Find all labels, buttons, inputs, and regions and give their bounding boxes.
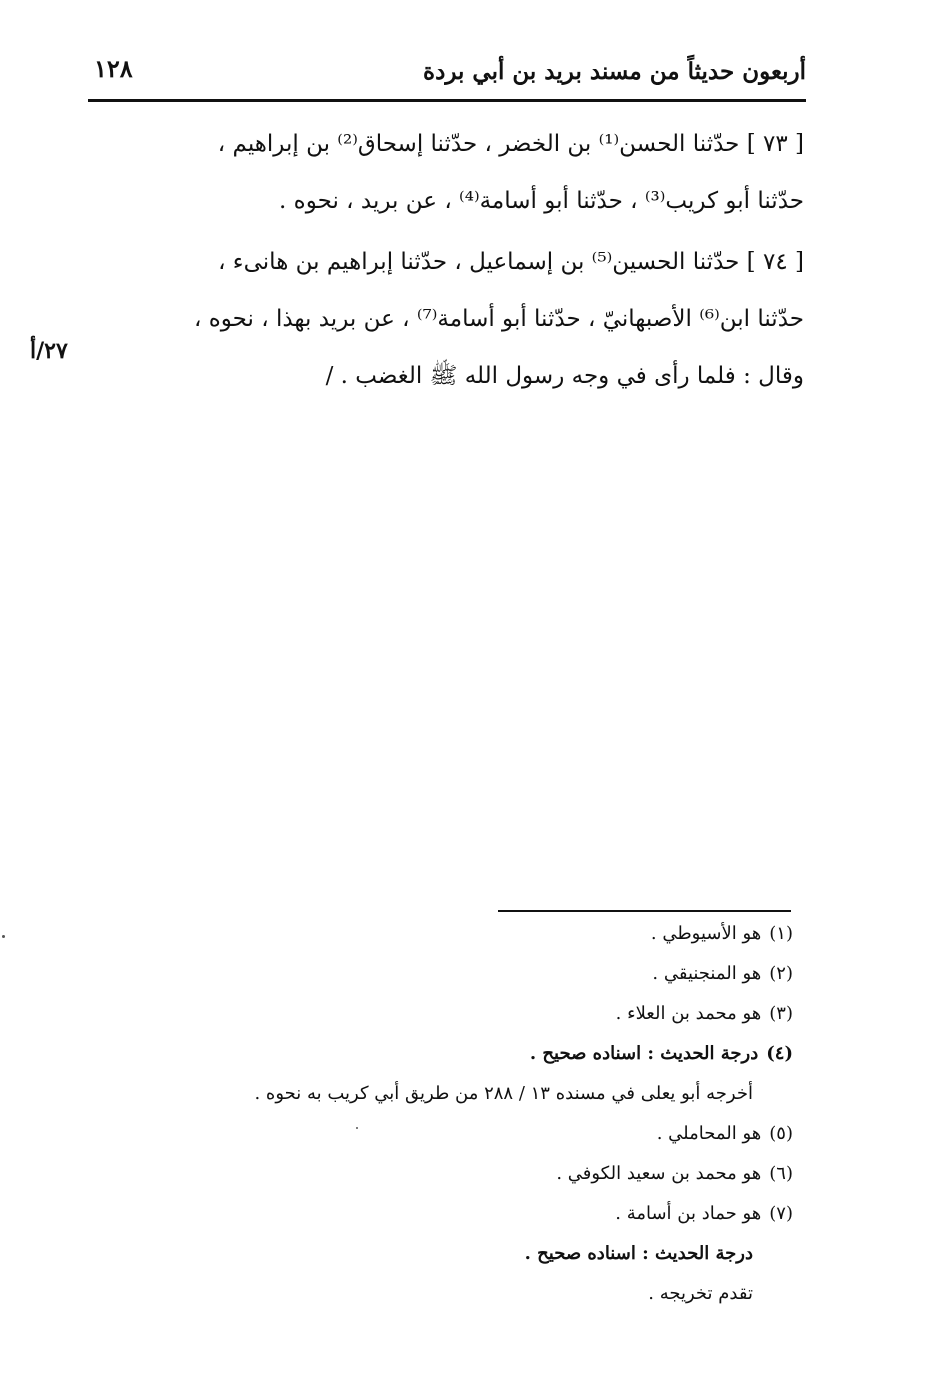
footnote-5 <box>153 1114 793 1154</box>
footnote-separator <box>498 910 791 912</box>
footnote-6 <box>153 1154 793 1194</box>
footnote-text: هو الأسيوطي . <box>650 923 762 944</box>
footnote-text: درجة الحديث : اسناده صحيح . <box>524 1243 753 1264</box>
footnote-text: هو حماد بن أسامة . <box>615 1203 762 1224</box>
footnote-4 <box>153 1034 793 1074</box>
text-line: وقال : فلما رأى في وجه رسول الله ﷺ الغضب . / <box>325 363 804 389</box>
footnote-number: (٤) <box>766 1043 793 1064</box>
text-line: [ ٧٤ ] حدّثنا الحسين⁽⁵⁾ بن إسماعيل ، حدّثنا إبراهيم بن هانىء ، <box>218 249 804 275</box>
hadith-74-paragraph <box>88 234 804 405</box>
footnote-text: أخرجه أبو يعلى في مسنده ١٣ / ٢٨٨ من طريق أبي كريب به نحوه . <box>254 1083 753 1104</box>
footnote-3 <box>153 994 793 1034</box>
footnotes <box>153 914 793 1314</box>
footnote-number: (٧) <box>769 1203 793 1224</box>
page-number: ١٢٨ <box>94 54 133 83</box>
text-line: حدّثنا ابن⁽⁶⁾ الأصبهانيّ ، حدّثنا أبو أسامة⁽⁷⁾ ، عن بريد بهذا ، نحوه ، <box>194 306 804 332</box>
footnote-7-takhrij <box>153 1274 793 1314</box>
hadith-73-paragraph <box>88 116 804 230</box>
footnote-4-continuation <box>153 1074 793 1114</box>
footnote-7 <box>153 1194 793 1234</box>
footnote-text: هو محمد بن العلاء . <box>615 1003 762 1024</box>
margin-manuscript-reference: ٢٧/أ <box>30 338 68 364</box>
footnote-number: (٢) <box>769 963 793 984</box>
footnote-number: (٣) <box>769 1003 793 1024</box>
footnote-number: (١) <box>769 923 793 944</box>
footnote-number: (٥) <box>769 1123 793 1144</box>
running-title: أربعون حديثاً من مسند بريد بن أبي بردة <box>423 58 806 85</box>
scan-speck <box>356 1127 358 1129</box>
page-header <box>88 52 806 98</box>
scan-speck <box>2 935 5 938</box>
header-rule <box>88 99 806 102</box>
footnote-text: هو محمد بن سعيد الكوفي . <box>556 1163 762 1184</box>
footnote-text: تقدم تخريجه . <box>648 1283 753 1304</box>
footnote-text: هو المحاملي . <box>656 1123 762 1144</box>
footnote-number: (٦) <box>769 1163 793 1184</box>
text-line: حدّثنا أبو كريب⁽³⁾ ، حدّثنا أبو أسامة⁽⁴⁾ ، عن بريد ، نحوه . <box>279 188 804 214</box>
text-line: [ ٧٣ ] حدّثنا الحسن⁽¹⁾ بن الخضر ، حدّثنا إسحاق⁽²⁾ بن إبراهيم ، <box>217 131 804 157</box>
footnote-1 <box>153 914 793 954</box>
footnote-text: هو المنجنيقي . <box>652 963 762 984</box>
footnote-text: درجة الحديث : اسناده صحيح . <box>529 1043 759 1064</box>
footnote-7-grade <box>153 1234 793 1274</box>
footnote-2 <box>153 954 793 994</box>
